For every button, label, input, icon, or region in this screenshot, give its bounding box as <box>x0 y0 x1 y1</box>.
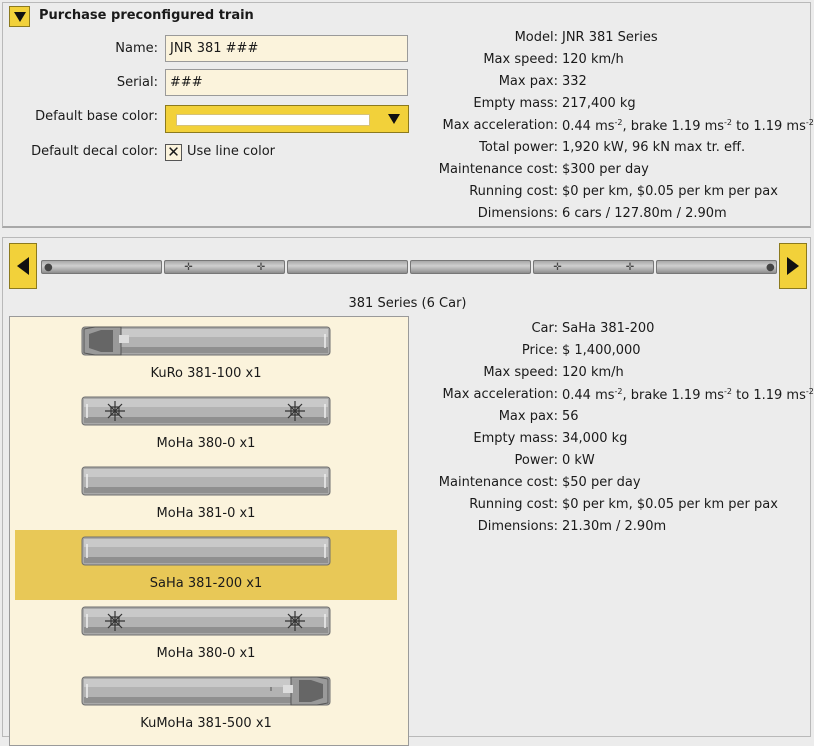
base-color-label: Default base color: <box>35 109 158 124</box>
car-detail-value: $0 per km, $0.05 per km per pax <box>562 497 778 512</box>
train-info-key: Maintenance cost: <box>438 162 558 177</box>
car-thumbnail <box>81 604 331 638</box>
car-detail-value: $ 1,400,000 <box>562 343 641 358</box>
car-list-item[interactable] <box>15 530 397 600</box>
superscript: -2 <box>805 118 814 127</box>
car-label: KuMoHa 381-500 x1 <box>140 716 272 731</box>
motor-bogie-icon: ✛ <box>184 262 193 273</box>
motor-bogie-icon: ✛ <box>256 262 266 273</box>
car-detail-key: Dimensions: <box>477 519 558 534</box>
name-input[interactable]: JNR 381 ### <box>165 35 408 62</box>
train-strip-car[interactable] <box>410 260 531 274</box>
arrow-left-icon <box>17 257 29 275</box>
train-preview-strip <box>40 260 778 274</box>
consist-title: 381 Series (6 Car) <box>348 296 467 311</box>
train-strip-car[interactable] <box>41 260 162 274</box>
car-detail-value <box>562 387 814 403</box>
car-thumbnail <box>81 534 331 568</box>
motor-bogie-icon: ✛ <box>553 262 562 273</box>
scroll-right-button[interactable] <box>779 243 807 289</box>
train-info-key: Max speed: <box>483 52 558 67</box>
train-info-value: $300 per day <box>562 162 649 177</box>
collapse-triangle-icon <box>14 12 26 22</box>
cab-end-icon: ● <box>766 262 775 273</box>
train-strip-car[interactable] <box>656 260 777 274</box>
train-info-value: 332 <box>562 74 587 89</box>
car-list-item[interactable] <box>15 600 397 670</box>
superscript: -2 <box>724 387 733 396</box>
car-list-item[interactable] <box>15 670 397 740</box>
value-part: , brake 1.19 ms <box>622 119 725 134</box>
arrow-right-icon <box>787 257 799 275</box>
superscript: -2 <box>614 387 623 396</box>
car-detail-value: SaHa 381-200 <box>562 321 655 336</box>
car-image <box>81 604 331 638</box>
cab-end-icon: ● <box>44 262 53 273</box>
value-part: to 1.19 ms <box>732 388 806 403</box>
car-detail-key: Empty mass: <box>473 431 558 446</box>
collapse-toggle-button[interactable] <box>9 6 30 27</box>
train-info-key: Max acceleration: <box>442 118 558 133</box>
train-info-key: Model: <box>514 30 558 45</box>
car-detail-key: Max acceleration: <box>442 387 558 402</box>
serial-label: Serial: <box>116 75 158 90</box>
train-info-value: 6 cars / 127.80m / 2.90m <box>562 206 727 221</box>
car-label: KuRo 381-100 x1 <box>150 366 262 381</box>
consist-panel <box>2 237 814 737</box>
car-image <box>81 534 331 568</box>
car-label: MoHa 380-0 x1 <box>156 646 256 661</box>
value-part: 0.44 ms <box>562 119 615 134</box>
purchase-panel <box>2 2 814 228</box>
train-info-key: Total power: <box>479 140 558 155</box>
car-detail-value: 0 kW <box>562 453 595 468</box>
train-info-value: 217,400 kg <box>562 96 636 111</box>
decal-color-label: Default decal color: <box>31 144 158 159</box>
car-detail-key: Maintenance cost: <box>438 475 558 490</box>
value-part: to 1.19 ms <box>732 119 806 134</box>
car-detail-value: 21.30m / 2.90m <box>562 519 667 534</box>
train-info-value: $0 per km, $0.05 per km per pax <box>562 184 778 199</box>
train-info-key: Max pax: <box>498 74 558 89</box>
superscript: -2 <box>614 118 623 127</box>
car-image <box>81 674 331 708</box>
name-label: Name: <box>115 41 158 56</box>
car-detail-key: Power: <box>514 453 558 468</box>
train-strip-car[interactable] <box>533 260 654 274</box>
train-info-value: 120 km/h <box>562 52 624 67</box>
car-detail-key: Max speed: <box>483 365 558 380</box>
train-info-key: Empty mass: <box>473 96 558 111</box>
car-detail-value: 34,000 kg <box>562 431 628 446</box>
train-info-value: JNR 381 Series <box>562 30 658 45</box>
train-strip-car[interactable] <box>164 260 285 274</box>
value-part: , brake 1.19 ms <box>622 388 725 403</box>
car-detail-value: $50 per day <box>562 475 641 490</box>
car-detail-key: Running cost: <box>469 497 558 512</box>
car-detail-value: 120 km/h <box>562 365 624 380</box>
car-label: SaHa 381-200 x1 <box>149 576 263 591</box>
car-detail-key: Price: <box>521 343 558 358</box>
car-thumbnail <box>81 674 331 708</box>
car-label: MoHa 381-0 x1 <box>156 506 256 521</box>
car-detail-key: Max pax: <box>498 409 558 424</box>
value-part: 0.44 ms <box>562 388 615 403</box>
train-info-value <box>562 118 814 134</box>
superscript: -2 <box>724 118 733 127</box>
checkbox-checked-icon: ✕ <box>167 143 180 161</box>
car-detail-value: 56 <box>562 409 579 424</box>
train-info-key: Running cost: <box>469 184 558 199</box>
car-label: MoHa 380-0 x1 <box>156 436 256 451</box>
car-detail-key: Car: <box>531 321 558 336</box>
serial-input[interactable]: ### <box>165 69 408 96</box>
motor-bogie-icon: ✛ <box>625 262 635 273</box>
decal-checkbox-label: Use line color <box>187 144 276 159</box>
train-info-key: Dimensions: <box>477 206 558 221</box>
scroll-left-button[interactable] <box>9 243 37 289</box>
superscript: -2 <box>805 387 814 396</box>
train-strip-car[interactable] <box>287 260 408 274</box>
panel-title: Purchase preconfigured train <box>39 8 254 23</box>
train-info-value: 1,920 kW, 96 kN max tr. eff. <box>562 140 746 155</box>
